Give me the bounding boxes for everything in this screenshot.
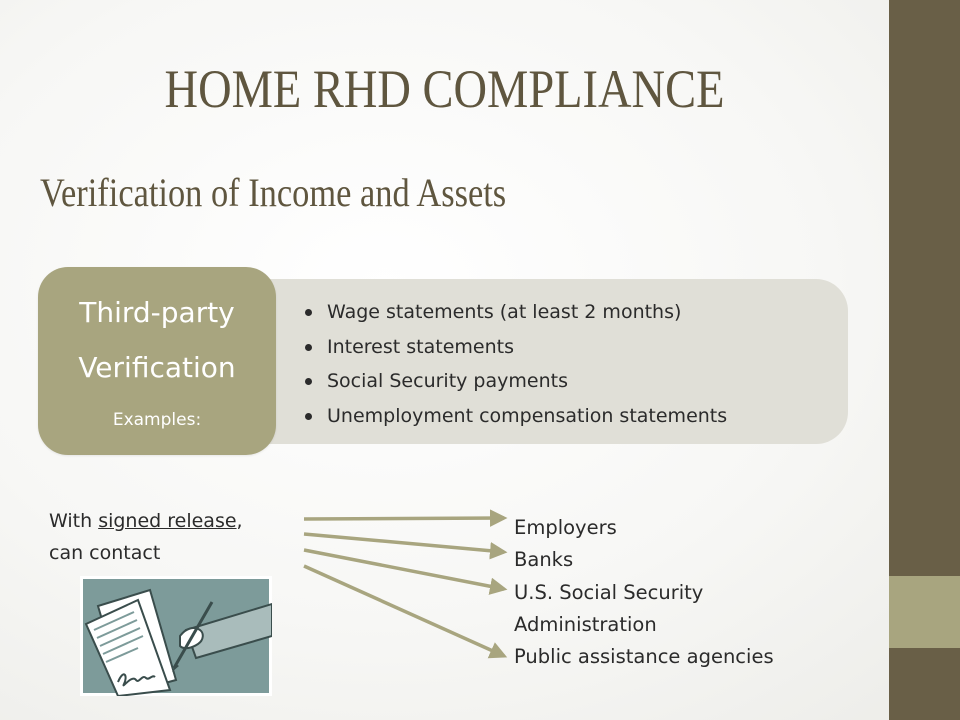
verification-method-box [38,267,276,455]
example-item: Interest statements [305,330,727,365]
slide-subtitle: Verification of Income and Assets [40,170,507,215]
release-note-line-1 [49,505,243,537]
example-item: Social Security payments [305,364,727,399]
contact-item: Employers [514,516,617,539]
contact-item: Administration [514,612,657,636]
release-note [49,505,243,569]
slide-title: HOME RHD COMPLIANCE [164,59,725,119]
method-line-2: Verification [78,351,236,384]
method-line-1: Third-party [79,296,235,329]
arrow-public-assistance [304,566,504,656]
sidebar-decoration [889,0,960,720]
contacts-list [514,512,774,673]
contact-item: Public assistance agencies [514,645,774,669]
arrow-employers [304,518,504,519]
release-underlined: signed release [98,510,237,532]
release-prefix: With [49,510,99,532]
release-note-line-2: can contact [49,542,161,564]
sidebar-block-dark-bottom [889,648,960,720]
arrow-banks [304,534,504,552]
arrow-social-security [304,550,504,589]
contact-item: U.S. Social Security [514,580,704,604]
example-item: Unemployment compensation statements [305,399,727,434]
signing-document-icon [80,576,272,696]
method-examples-label: Examples: [112,410,202,430]
examples-list [305,295,727,433]
example-item: Wage statements (at least 2 months) [305,295,727,330]
contact-item: Banks [514,548,574,572]
sidebar-block-dark-top [889,0,960,576]
release-suffix: , [236,510,243,532]
examples-panel [250,279,848,444]
sidebar-block-light [889,576,960,648]
